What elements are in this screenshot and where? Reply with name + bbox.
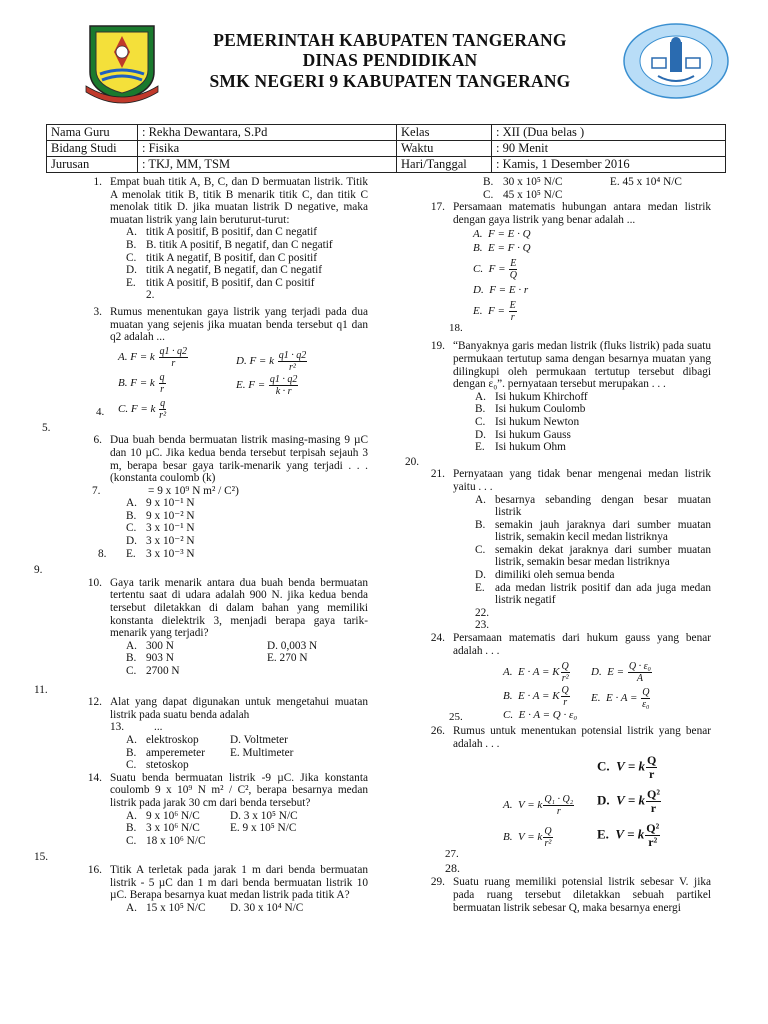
option-b: B. amperemeter xyxy=(126,746,205,759)
option-e: E. 270 N xyxy=(267,652,308,665)
option-b: B. 9 x 10⁻² N xyxy=(126,509,195,522)
nama-guru-value: : Rekha Dewantara, S.Pd xyxy=(138,125,397,141)
question-text: Rumus untuk menentukan potensial listrik yang benar adalah . . . xyxy=(453,725,711,750)
question-10 xyxy=(62,577,368,678)
question-17 xyxy=(405,201,711,335)
question-text: Pernyataan yang tidak benar mengenai medan listrik yaitu . . . xyxy=(453,468,711,493)
bidang-studi-label: Bidang Studi xyxy=(47,141,138,157)
left-column xyxy=(34,176,368,914)
header-line-2: DINAS PENDIDIKAN xyxy=(302,50,478,70)
bidang-studi-value: : Fisika xyxy=(138,141,397,157)
item-number: 15. xyxy=(34,851,49,864)
option-c: C. Isi hukum Newton xyxy=(475,415,580,428)
formula-option-a: A. E · A = K $\frac{Q}{\text{r²}}$ xyxy=(503,661,569,685)
kelas-value: : XII (Dua belas ) xyxy=(492,125,726,141)
option-e: E. titik A positif, B positif, dan C positif xyxy=(126,276,315,289)
question-continuation: 13. ... xyxy=(110,721,163,734)
option-a: A. 9 x 10⁶ N/C xyxy=(126,809,200,822)
option-e: 8. E. 3 x 10⁻³ N xyxy=(98,547,195,560)
formula-option-d: D. E = $\frac{\text{Q · ε₀}}{A}$ xyxy=(591,661,651,685)
formula-options xyxy=(405,750,711,876)
formula-option-c: C. F = $\frac{E}{Q}$ xyxy=(473,258,517,282)
question-number: 26. xyxy=(430,725,445,738)
question-12 xyxy=(62,696,368,772)
question-number: 29. xyxy=(430,876,445,889)
formula-option-b: B. V = k $\frac{Q}{\text{r²}}$ xyxy=(503,826,552,850)
item-number: 23. xyxy=(475,619,490,632)
jurusan-value: : TKJ, MM, TSM xyxy=(138,157,397,173)
option-e: E. ada medan listrik positif dan ada juga medan listrik negatif xyxy=(475,581,711,607)
question-number: 24. xyxy=(430,632,445,645)
question-26 xyxy=(405,725,711,876)
question-16 xyxy=(62,864,368,914)
option-a: A. besarnya sebanding dengan besar muatan listrik xyxy=(475,493,711,519)
option-d: D. dimiliki oleh semua benda xyxy=(475,569,615,582)
formula-options xyxy=(62,344,368,420)
question-number: 16. xyxy=(87,863,102,876)
option-a: A. titik A positif, B positif, dan C negatif xyxy=(126,226,318,239)
question-text: Titik A terletak pada jarak 1 m dari benda bermuatan listrik - 5 µC dan 1 m dari benda bermuatan listrik 10 µC. Berapa besarnya kuat medan listrik pada titik A? xyxy=(110,863,368,902)
item-number: 27. xyxy=(445,848,459,861)
item-number: 11. xyxy=(34,683,48,696)
option-c: C. 45 x 10⁵ N/C xyxy=(483,188,563,201)
formula-options xyxy=(405,226,711,335)
question-number: 12. xyxy=(87,696,102,709)
option-d: D. Voltmeter xyxy=(230,733,288,746)
item-number: 20. xyxy=(405,455,420,468)
item-number: 22. xyxy=(475,606,490,619)
exam-info-table xyxy=(46,124,726,173)
item-number: 28. xyxy=(445,861,460,876)
question-number: 19. xyxy=(430,340,445,353)
question-text: Suatu ruang memiliki potensial listrik sebesar V. jika pada ruang tersebut diletakkan sebuah partikel bermuatan listrik sebesar Q, maka besarnya energi xyxy=(453,876,711,914)
option-d: D. 3 x 10⁵ N/C xyxy=(230,809,298,822)
question-text: Rumus menentukan gaya listrik yang terjadi pada dua muatan yang sejenis jika muatan benda tersebut q1 dan q2 adalah ... xyxy=(110,305,368,344)
question-number: 21. xyxy=(430,468,445,481)
question-1 xyxy=(62,176,368,302)
question-24 xyxy=(405,632,711,725)
option-d: D. Isi hukum Gauss xyxy=(475,428,571,441)
question-text: Suatu benda bermuatan listrik -9 µC. Jika konstanta coulomb 9 x 10⁹ N m² / C², berapa besarnya medan listrik pada jarak 30 cm dari benda tersebut? xyxy=(110,771,368,809)
waktu-value: : 90 Menit xyxy=(492,141,726,157)
option-c: C. stetoskop xyxy=(126,759,189,772)
formula-option-e: E. E · A = $\frac{Q}{\text{ε₀}}$ xyxy=(591,687,650,711)
formula-option-a: A. F = E · Q xyxy=(473,228,531,241)
question-text: Alat yang dapat digunakan untuk mengetahui muatan listrik pada suatu benda adalah xyxy=(110,696,368,721)
question-number: 17. xyxy=(430,201,445,214)
question-6 xyxy=(62,434,368,560)
header-line-3: SMK NEGERI 9 KABUPATEN TANGERANG xyxy=(209,71,571,91)
smk-negeri-9-logo xyxy=(622,22,730,100)
option-c: C. 18 x 10⁶ N/C xyxy=(126,834,206,847)
question-text: Empat buah titik A, B, C, dan D bermuatan listrik. Titik A menolak titik B, titik B menarik titik C, dan titik C menolak titik D. jika muatan listrik D negative, maka muatan listrik yang lain beruturut-turut: xyxy=(110,176,368,226)
question-number: 3. xyxy=(93,305,102,318)
formula-option-b: B. F = k $\frac{q}{r}$ xyxy=(118,371,165,395)
formula-option-e: E. V = k $\frac{\text{Q²}}{\text{r²}}$ xyxy=(597,821,660,850)
item-number: 9. xyxy=(34,564,43,577)
question-continuation: 7. = 9 x 10⁹ N m² / C²) xyxy=(92,484,239,497)
kelas-label: Kelas xyxy=(397,125,492,141)
option-e: E. Isi hukum Ohm xyxy=(475,441,566,454)
option-c: C. semakin dekat jaraknya dari sumber muatan listrik, semakin besar medan listriknya xyxy=(475,543,711,569)
option-d: D. 0,003 N xyxy=(267,639,318,652)
option-a: A. 300 N xyxy=(126,639,174,652)
option-b: B. 30 x 10⁵ N/C xyxy=(483,176,563,188)
option-d: D. 3 x 10⁻² N xyxy=(126,535,195,548)
option-e: E. 9 x 10⁵ N/C xyxy=(230,822,297,835)
question-text: Persamaan matematis hubungan antara medan listrik dengan gaya listrik yang benar adalah ... xyxy=(453,201,711,226)
option-b: B. B. titik A positif, B negatif, dan C negatif xyxy=(126,238,333,251)
option-a: A. 9 x 10⁻¹ N xyxy=(126,497,195,510)
item-number: 4. xyxy=(96,405,105,418)
option-d: D. titik A negatif, B negatif, dan C negatif xyxy=(126,264,323,277)
jurusan-label: Jurusan xyxy=(47,157,138,173)
option-c: C. 2700 N xyxy=(126,665,180,677)
header-line-1: PEMERINTAH KABUPATEN TANGERANG xyxy=(213,30,567,50)
item-number: 5. xyxy=(42,421,51,434)
question-text: Dua buah benda bermuatan listrik masing-masing 9 µC dan 10 µC. Jika kedua benda tersebut terpisah sejauh 3 m, berapa besar gaya tarik-menarik yang terjadi . . . (konstanta coulomb (k) xyxy=(110,434,368,485)
question-number: 14. xyxy=(87,771,102,784)
nama-guru-label: Nama Guru xyxy=(47,125,138,141)
option-d: D. 30 x 10⁴ N/C xyxy=(230,901,304,914)
formula-option-d: D. F = E · r xyxy=(473,284,529,297)
right-column xyxy=(405,176,711,914)
question-text: “Banyaknya garis medan listrik (fluks listrik) pada suatu permukaan tertutup sama dengan besarnya muatan yang dilingkupi oleh permukaan tertutup tersebut dibagi dengan ε₀”. pernyataan tersebut merupakan . . . xyxy=(453,340,711,391)
formula-option-c: C. V = k $\frac{Q}{r}$ xyxy=(597,753,657,782)
question-19 xyxy=(405,340,711,453)
option-b: B. semakin jauh jaraknya dari sumber muatan listrik, semakin kecil medan listriknya xyxy=(475,518,711,544)
option-b: B. 903 N xyxy=(126,652,174,665)
option-a: A. Isi hukum Khirchoff xyxy=(475,390,588,403)
formula-option-d: D. V = k $\frac{\text{Q²}}{r}$ xyxy=(597,787,660,816)
option-e: E. 45 x 10⁴ N/C xyxy=(609,176,682,188)
question-21 xyxy=(405,468,711,632)
question-text: Persamaan matematis dari hukum gauss yang benar adalah . . . xyxy=(453,632,711,657)
hari-tanggal-value: : Kamis, 1 Desember 2016 xyxy=(492,157,726,173)
option-b: B. 3 x 10⁶ N/C xyxy=(126,822,200,835)
question-14 xyxy=(62,772,368,848)
formula-option-c: C. F = k $\frac{q}{\text{r²}}$ xyxy=(118,397,167,421)
formula-option-e: E. F = $\frac{E}{r}$ xyxy=(473,300,516,324)
option-c: C. titik A negatif, B positif, dan C positif xyxy=(126,251,318,264)
option-a: A. 15 x 10⁵ N/C xyxy=(126,901,206,914)
option-a: A. elektroskop xyxy=(126,733,199,746)
question-number: 6. xyxy=(93,434,102,447)
option-e: E. Multimeter xyxy=(230,746,294,759)
formula-option-c: C. E · A = Q · ε₀ xyxy=(503,709,578,722)
option-b: B. Isi hukum Coulomb xyxy=(475,403,586,416)
question-number: 1. xyxy=(93,176,102,188)
question-number: 10. xyxy=(87,576,102,589)
question-29 xyxy=(405,876,711,914)
formula-option-b: B. E = F · Q xyxy=(473,242,531,255)
item-number: 18. xyxy=(449,322,463,335)
waktu-label: Waktu xyxy=(397,141,492,157)
formula-option-a: A. V = k $\frac{\text{Q₁ · Q₂}}{r}$ xyxy=(503,794,574,818)
item-number: 2. xyxy=(146,289,155,302)
formula-option-e: E. F = $\frac{q1 \cdot q2}{k \cdot r}$ xyxy=(236,373,298,397)
item-number: 25. xyxy=(449,711,463,724)
option-c: C. 3 x 10⁻¹ N xyxy=(126,522,195,535)
hari-tanggal-label: Hari/Tanggal xyxy=(397,157,492,173)
formula-option-b: B. E · A = K $\frac{Q}{r}$ xyxy=(503,685,569,709)
formula-option-a: A. F = k $\frac{q1 \cdot q2}{r}$ xyxy=(118,345,188,369)
formula-options xyxy=(405,657,711,725)
question-text: Gaya tarik menarik antara dua buah benda bermuatan tertentu saat di udara adalah 900 N. jika kedua benda tersebut diletakkan di dalam bahan yang memiliki konstanta dielektrik 3, menjadi berapa gaya tarik-menarik yang terjadi? xyxy=(110,576,368,640)
formula-option-d: D. F = k $\frac{q1 \cdot q2}{\text{r²}}$ xyxy=(236,349,307,373)
question-3 xyxy=(62,306,368,420)
